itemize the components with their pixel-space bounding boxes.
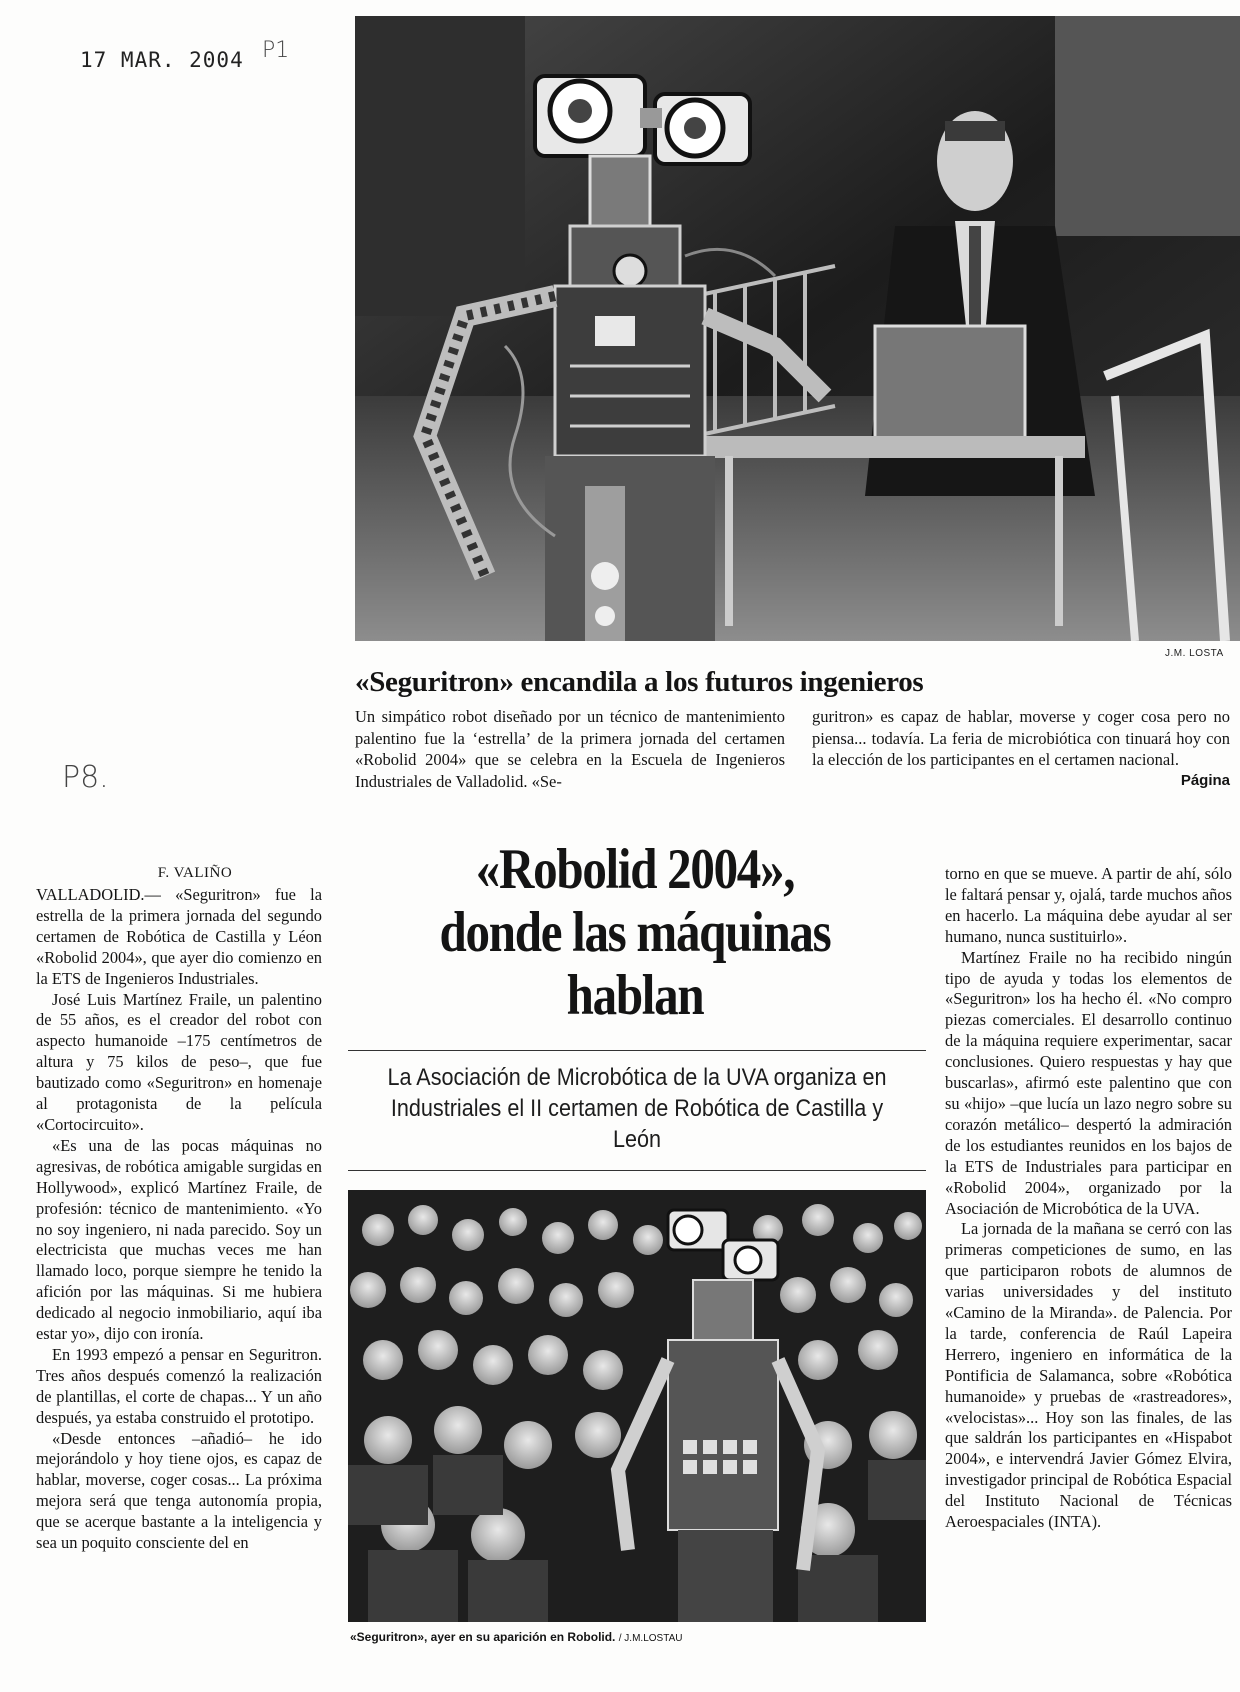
caption-credit: / J.M.LOSTAU	[618, 1633, 683, 1644]
teaser-column-2	[812, 706, 1230, 771]
subhead-bottom-rule	[348, 1170, 926, 1171]
article-left-column	[36, 885, 322, 1554]
paragraph: «Es una de las pocas máquinas no agresivas, de robótica amigable surgidas en Hollywood», explicó Martínez Fraile, de profesión: técnico de mantenimiento. «Yo no soy ingeniero, ni nada parecido. Soy un electricista que muchas veces me han llamado loco, porque siempre he tenido la afición por las máquinas. Si me hubiera dedicado al negocio inmobiliario, aquí iba estar yo», dijo con ironía.	[36, 1135, 322, 1344]
subheadline: La Asociación de Microbótica de la UVA organiza en Industriales el II certamen de Robótica de Castilla y León	[387, 1064, 887, 1153]
teaser-text-2: guritron» es capaz de hablar, moverse y coger cosa pero no piensa... todavía. La feria de microbiótica con tinuará hoy con la elección de los participantes en el certamen nacional.	[812, 707, 1230, 769]
article-right-column	[945, 864, 1232, 1533]
teaser-text-1: Un simpático robot diseñado por un técnico de mantenimiento palentino fue la ‘estrella’ de la primera jornada del certamen «Robolid 2004» que se celebra en la Escuela de Ingenieros Industriales de Valladolid. «Se-	[355, 707, 785, 791]
byline: F. VALIÑO	[157, 865, 233, 881]
headline-line-3: hablan	[566, 964, 704, 1027]
robot-photo-illustration	[355, 16, 1240, 641]
paragraph: VALLADOLID.— «Seguritron» fue la estrella de la primera jornada del segundo certamen de Robótica de Castilla y Léon «Robolid 2004», que ayer dio comienzo en la ETS de Ingenieros Industriales.	[36, 885, 322, 988]
caption-text: «Seguritron», ayer en su aparición en Robolid.	[350, 1630, 616, 1644]
paragraph: torno en que se mueve. A partir de ahí, sólo le faltará pensar y, ojalá, tarde muchos años en hacerlo. La máquina debe ayudar al ser humano, nunca sustituirlo».	[945, 864, 1232, 946]
paragraph: En 1993 empezó a pensar en Seguritron. Tres años después comenzó la realización de plantillas, el corte de chapas... Y un año después, ya estaba construido el prototipo.	[36, 1344, 322, 1427]
paragraph: Martínez Fraile no ha recibido ningún tipo de ayuda y todas los elementos de «Seguritron» los ha hecho él. «No compro piezas comerciales. El desarrollo continuo de la máquina requiere experimentar, sacar conclusiones. Quiero respuestas y hay que buscarlas», afirmó este palentino que con su «hijo» –que lucía un lazo negro sobre su corazón metálico– despertó la admiración de los estudiantes reunidos en los bajos de la ETS de Industriales para participar en «Robolid 2004», organizado por la Asociación de Microbótica de la UVA.	[945, 947, 1232, 1218]
bottom-photo-audience	[348, 1190, 926, 1622]
paragraph: La jornada de la mañana se cerró con las primeras competiciones de sumo, en las que participaron robots de alumnos de varias universidades y del instituto «Camino de la Miranda». de Palencia. Por la tarde, conferencia de Raúl Lapeira Herrero, ingeniero en informática de la Pontificia de Salamanca, sobre «Robótica humanoide» y pruebas de «rastreadores», «velocistas»... Hoy son las finales, de las que saldrán los participantes en «Hispabot 2004», e intervendrá Javier Gómez Elvira, investigador principal de Robótica Espacial del Instituto Nacional de Técnicas Aeroespaciales (INTA).	[945, 1219, 1232, 1532]
paragraph: José Luis Martínez Fraile, un palentino de 55 años, es el creador del robot con aspecto humanoide –175 centímetros de altura y 75 kilos de peso–, que fue bautizado como «Seguritron» en homenaje al protagonista de la película «Cortocircuito».	[36, 989, 322, 1134]
teaser-headline: «Seguritron» encandila a los futuros ingenieros	[355, 666, 924, 698]
top-photo-credit: J.M. LOSTA	[1165, 648, 1224, 659]
photo-caption	[350, 1630, 682, 1644]
paragraph: «Desde entonces –añadió– he ido mejorándolo y hoy tiene ojos, es capaz de hablar, moverse, coger cosas... La próxima mejora será que tenga autonomía propia, que se acerque bastante a la inteligencia y sea un poquito consciente del en	[36, 1428, 322, 1553]
teaser-column-1	[355, 706, 785, 792]
handwritten-page-mark: P1	[262, 38, 290, 63]
headline-line-2: donde las máquinas	[439, 901, 831, 964]
date-stamp: 17 MAR. 2004	[80, 48, 244, 72]
top-photo-robot	[355, 16, 1240, 641]
page-reference: Página	[1180, 772, 1230, 789]
handwritten-side-mark: P8.	[62, 760, 109, 795]
main-headline	[381, 838, 888, 1027]
audience-photo-illustration	[348, 1190, 926, 1622]
subhead-top-rule	[348, 1050, 926, 1051]
headline-line-1: «Robolid 2004»,	[475, 838, 795, 901]
